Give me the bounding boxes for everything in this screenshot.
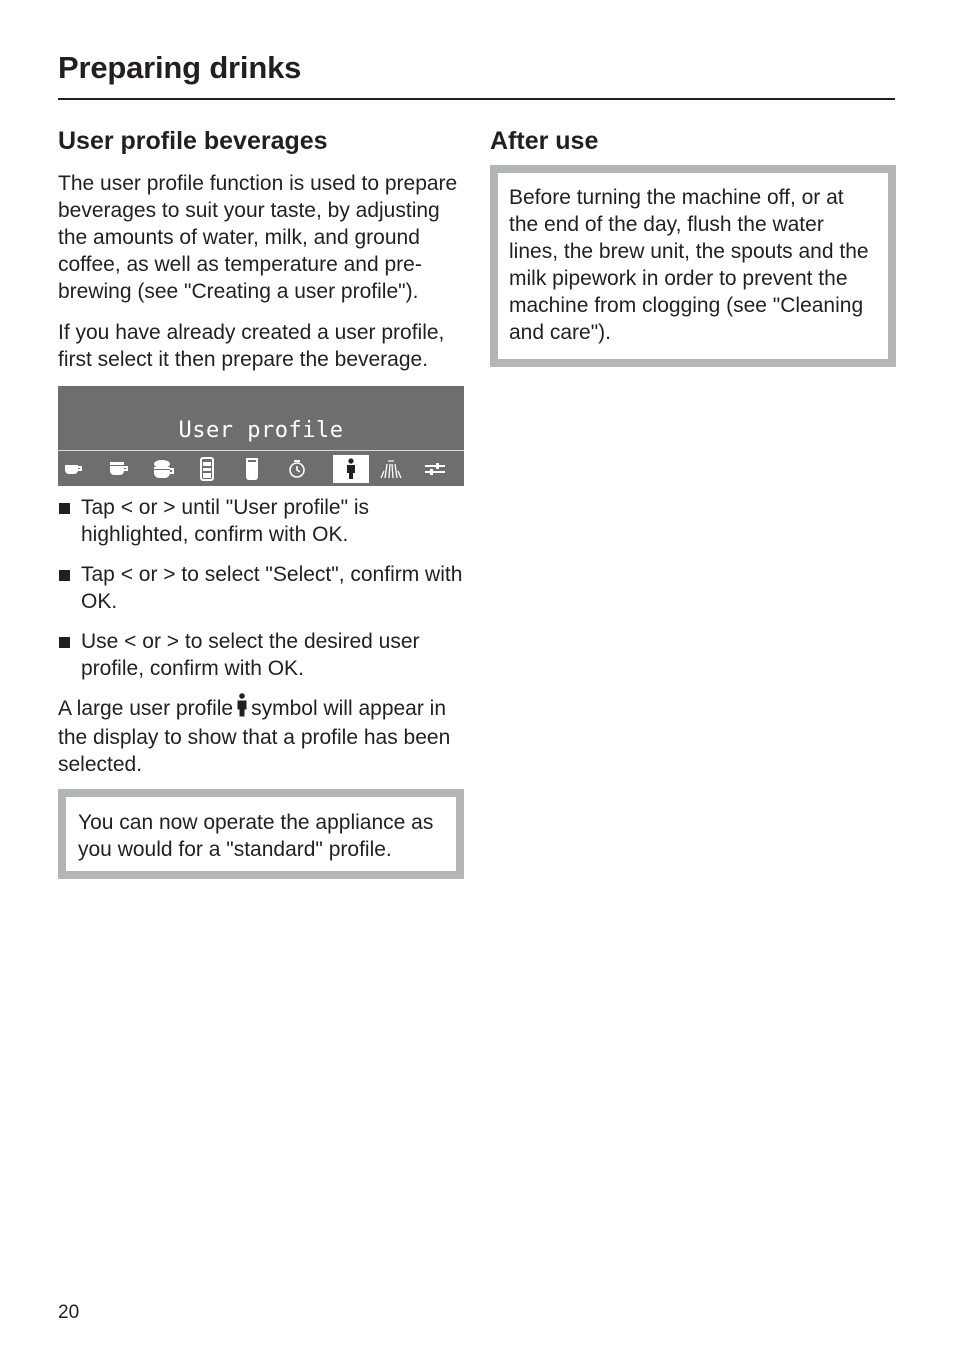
bullet-square-icon: [59, 503, 70, 514]
list-item: [58, 494, 464, 548]
display-title: User profile: [178, 418, 344, 443]
page-number: 20: [58, 1302, 80, 1323]
section-heading-user-profile-beverages: User profile beverages: [58, 127, 328, 155]
timer-icon: [279, 455, 315, 483]
list-item: [58, 628, 464, 682]
note-text: Before turning the machine off, or at the end of the day, flush the water lines, the brew unit, the spouts and the milk pipework in order to prevent the machine from clogging (see "Cleaning and care").: [509, 186, 869, 344]
cappuccino-icon: [146, 455, 182, 483]
user-profile-icon: [333, 455, 369, 483]
right-column: [490, 124, 896, 367]
espresso-icon: [56, 455, 92, 483]
user-profile-icon: [236, 693, 248, 724]
latte-macchiato-icon: [189, 455, 225, 483]
profile-selected-text-start: A large user profile: [58, 697, 234, 720]
select-profile-paragraph: If you have already created a user profile, first select it then prepare the beverage.: [58, 321, 445, 371]
left-column: [58, 124, 464, 879]
settings-icon: [417, 455, 453, 483]
bullet-square-icon: [59, 570, 70, 581]
section-heading-after-use: After use: [490, 127, 599, 155]
steps-list: [58, 494, 464, 682]
list-item: [58, 561, 464, 615]
step-text: Use < or > to select the desired user profile, confirm with OK.: [81, 630, 420, 680]
profile-selected-paragraph: [58, 693, 464, 778]
milk-glass-icon: [234, 455, 270, 483]
note-text: You can now operate the appliance as you would for a "standard" profile.: [78, 811, 434, 861]
step-text: Tap < or > to select "Select", confirm with OK.: [81, 563, 463, 613]
bullet-square-icon: [59, 637, 70, 648]
step-text: Tap < or > until "User profile" is highlighted, confirm with OK.: [81, 496, 370, 546]
display-divider: [58, 450, 464, 451]
note-box-standard-profile: [58, 789, 464, 879]
display-illustration: [58, 386, 464, 486]
coffee-icon: [101, 455, 137, 483]
title-divider: [58, 98, 895, 100]
page-title: Preparing drinks: [58, 50, 302, 85]
intro-paragraph: The user profile function is used to prepare beverages to suit your taste, by adjusting the amounts of water, milk, and ground coffee, as well as temperature and pre-brewing (see "Creating a user profile").: [58, 172, 458, 303]
maintenance-icon: [373, 455, 409, 483]
profile-selected-text-end: symbol will appear in the display to show that a profile has been selected.: [58, 697, 451, 776]
note-box-after-use: [490, 165, 896, 367]
display-icon-row: [58, 452, 464, 486]
